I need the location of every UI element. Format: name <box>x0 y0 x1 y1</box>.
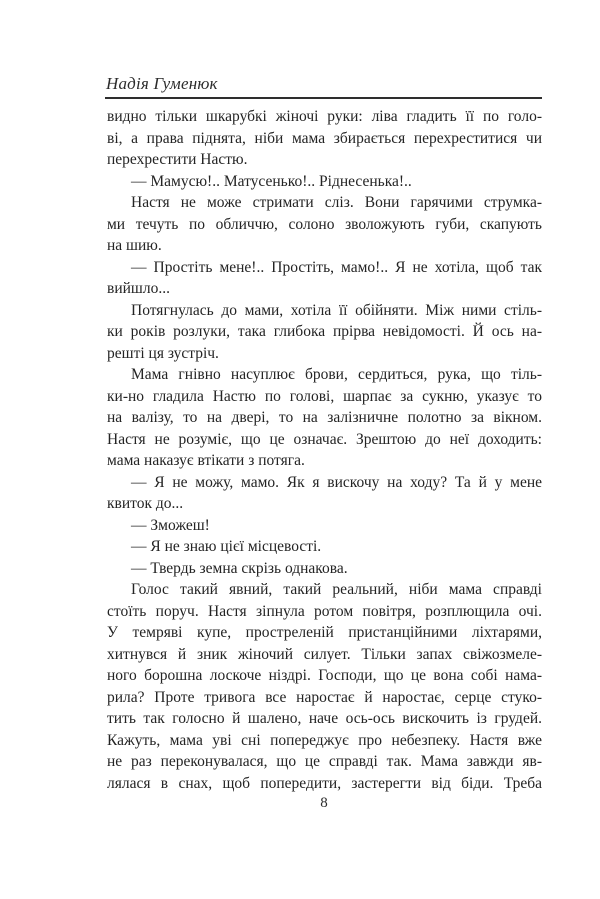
text-line: ві, а права піднята, ніби мама збирається перехреститися чи <box>107 129 542 147</box>
page-number: 8 <box>320 795 328 811</box>
text-line: — Простіть мене!.. Простіть, мамо!.. Я не хотіла, щоб так <box>131 258 542 276</box>
text-line: — Я не можу, мамо. Як я вискочу на ходу? Та й у мене <box>131 473 542 491</box>
paragraph <box>107 515 542 537</box>
text-line: ного борошна лоскоче ніздрі. Господи, що це вона собі нама- <box>107 667 542 684</box>
text-line: тить так голосно й шалено, наче ось-ось вискочить із грудей. <box>107 710 542 727</box>
text-line: Мама гнівно насуплює брови, сердиться, рука, що тіль- <box>131 366 542 383</box>
body-text <box>107 106 542 794</box>
header-rule-divider <box>105 97 542 99</box>
text-line: Настя не може стримати сліз. Вони гарячими струмка- <box>131 194 542 211</box>
text-line: на валізу, то на двері, то на залізничне полотно за вікном. <box>107 409 542 426</box>
text-line: квиток до... <box>107 495 184 512</box>
paragraph <box>107 257 542 300</box>
text-line: — Твердь земна скрізь однакова. <box>131 559 348 577</box>
text-line: перехрестити Настю. <box>107 151 248 168</box>
paragraph <box>107 579 542 794</box>
text-line: мама наказує втікати з потяга. <box>107 452 305 469</box>
text-line: рила? Проте тривога все наростає й наростає, серце стуко- <box>107 688 542 706</box>
text-line: Потягнулась до мами, хотіла її обійняти. Між ними стіль- <box>131 301 542 319</box>
text-line: решті ця зустріч. <box>107 344 219 362</box>
text-line: вийшло... <box>107 280 170 297</box>
text-line: — Мамусю!.. Матусенько!.. Ріднесенька!.. <box>131 172 412 190</box>
text-line: — Я не знаю цієї місцевості. <box>131 538 322 555</box>
text-line: У темряві купе, простреленій пристанційними ліхтарями, <box>107 624 542 641</box>
paragraph <box>107 300 542 365</box>
text-line: не раз переконувалася, що це справді так. Мама завжди яв- <box>107 753 542 770</box>
text-line: хитнувся й зник жіночий силует. Тільки запах свіжозмеле- <box>107 645 542 663</box>
text-line: ки-но гладила Настю по голові, шарпає за сукню, указує то <box>107 387 542 405</box>
paragraph <box>107 171 542 193</box>
running-header-author: Надія Гуменюк <box>106 74 218 93</box>
text-line: лялася в снах, щоб попередити, застерегти від біди. Треба <box>107 774 542 792</box>
paragraph <box>107 472 542 515</box>
text-line: Настя не розуміє, що це означає. Зрештою до неї доходить: <box>107 430 542 448</box>
text-line: на шию. <box>107 237 162 254</box>
paragraph <box>107 106 542 171</box>
text-line: — Зможеш! <box>131 516 210 534</box>
paragraph <box>107 192 542 257</box>
text-line: Голос такий явний, такий реальний, ніби мама справді <box>131 581 542 598</box>
text-line: ки років розлуки, така глибока прірва невідомості. Й ось на- <box>107 323 542 340</box>
paragraph <box>107 364 542 472</box>
text-line: стоїть поруч. Настя зіпнула ротом повітря, розплющила очі. <box>107 602 542 620</box>
paragraph <box>107 558 542 580</box>
text-line: ми течуть по обличчю, солоно зволожують губи, скапують <box>107 215 542 233</box>
paragraph <box>107 536 542 558</box>
text-line: видно тільки шкарубкі жіночі руки: ліва гладить її по голо- <box>107 108 542 125</box>
text-line: Кажуть, мама уві сні попереджує про небезпеку. Настя вже <box>107 731 542 749</box>
